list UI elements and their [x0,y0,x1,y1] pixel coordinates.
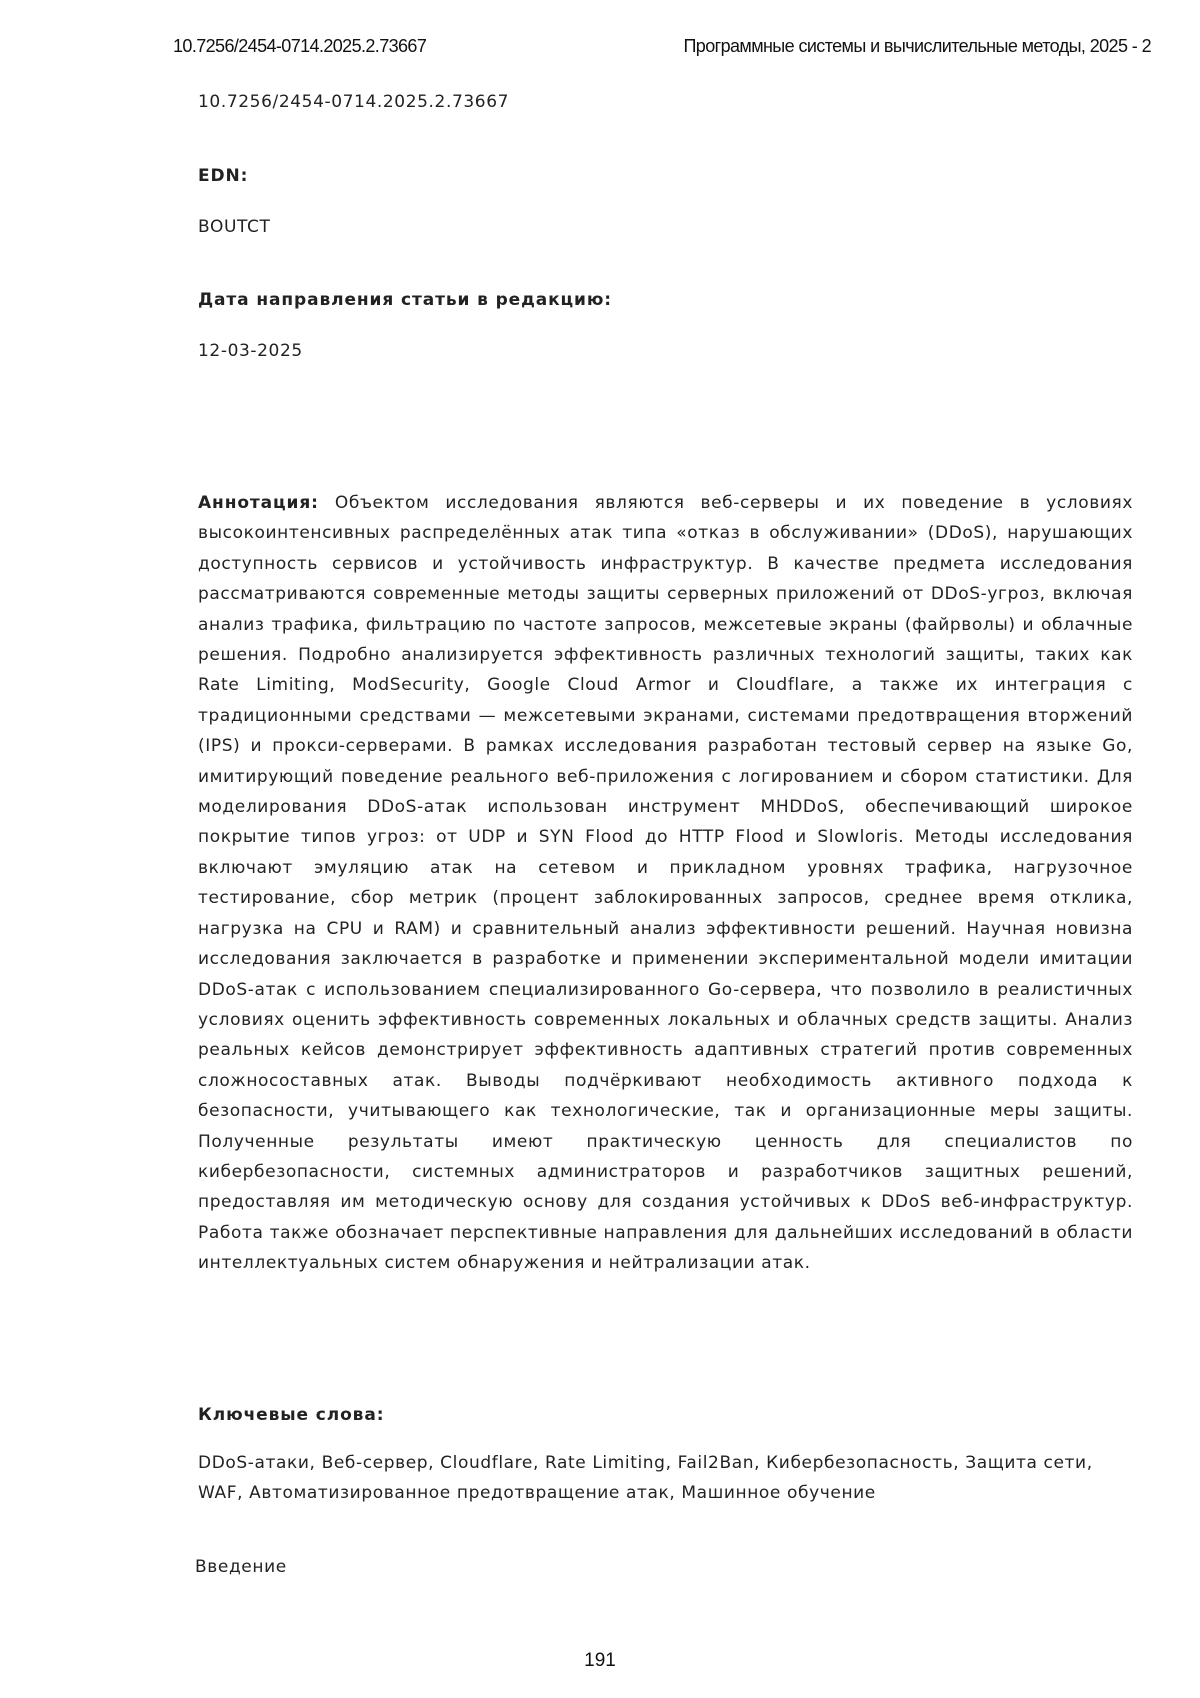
abstract-label: Аннотация: [198,493,319,513]
abstract [198,488,1133,1279]
running-head-doi: 10.7256/2454-0714.2025.2.73667 [173,36,427,56]
submission-date-value: 12-03-2025 [198,341,303,361]
section-heading-introduction: Введение [195,1557,287,1577]
edn-value: BOUTCT [198,217,271,237]
doi-line: 10.7256/2454-0714.2025.2.73667 [198,92,510,112]
keywords-label: Ключевые слова: [198,1405,385,1425]
running-head-journal: Программные системы и вычислительные методы, 2025 - 2 [683,36,1151,56]
edn-label: EDN: [198,166,249,186]
keywords-text: DDoS-атаки, Веб-сервер, Cloudflare, Rate Limiting, Fail2Ban, Кибербезопасность, Защита сети, WAF, Автоматизированное предотвращение атак, Машинное обучение [198,1453,1093,1504]
submission-date-label: Дата направления статьи в редакцию: [198,290,612,310]
page-number: 191 [584,1650,616,1671]
abstract-text: Объектом исследования являются веб-серверы и их поведение в условиях высокоинтенсивных распределённых атак типа «отказ в обслуживании» (DDoS), нарушающих доступность сервисов и устойчивость инфраструктур. В качестве предмета исследования рассматриваются современные методы защиты серверных приложений от DDoS-угроз, включая анализ трафика, фильтрацию по частоте запросов, межсетевые экраны (файрволы) и облачные решения. Подробно анализируется эффективность различных технологий защиты, таких как Rate Limiting, ModSecurity, Google Cloud Armor и Cloudflare, а также их интеграция с традиционными средствами — межсетевыми экранами, системами предотвращения вторжений (IPS) и прокси-серверами. В рамках исследования разработан тестовый сервер на языке Go, имитирующий поведение реального веб-приложения с логированием и сбором статистики. Для моделирования DDoS-атак использован инструмент MHDDoS, обеспечивающий широкое покрытие типов угроз: от UDP и SYN Flood до HTTP Flood и Slowloris. Методы исследования включают эмуляцию атак на сетевом и прикладном уровнях трафика, нагрузочное тестирование, сбор метрик (процент заблокированных запросов, среднее время отклика, нагрузка на CPU и RAM) и сравнительный анализ эффективности решений. Научная новизна исследования заключается в разработке и применении экспериментальной модели имитации DDoS-атак с использованием специализированного Go-сервера, что позволило в реалистичных условиях оценить эффективность современных локальных и облачных средств защиты. Анализ реальных кейсов демонстрирует эффективность адаптивных стратегий против современных сложносоставных атак. Выводы подчёркивают необходимость активного подхода к безопасности, учитывающего как технологические, так и организационные меры защиты. Полученные результаты имеют практическую ценность для специалистов по кибербезопасности, системных администраторов и разработчиков защитных решений, предоставляя им методическую основу для создания устойчивых к DDoS веб-инфраструктур. Работа также обозначает перспективные направления для дальнейших исследований в области интеллектуальных систем обнаружения и нейтрализации атак. [198,493,1133,1274]
